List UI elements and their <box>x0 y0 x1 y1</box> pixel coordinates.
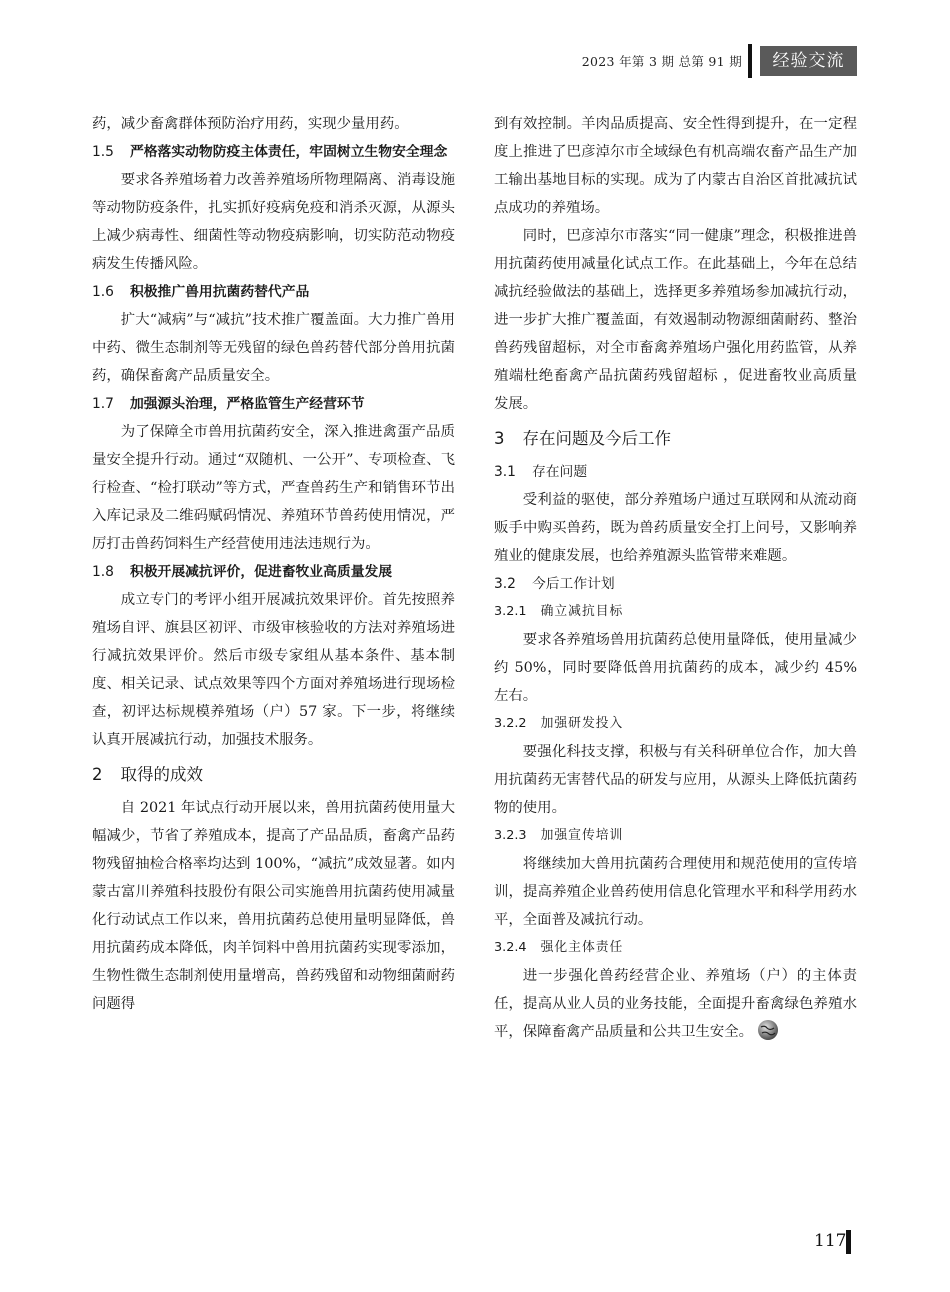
paragraph: 要求各养殖场着力改善养殖场所物理隔离、消毒设施等动物防疫条件，扎实抓好疫病免疫和消杀灭源，从源头上减少病毒性、细菌性等动物疫病影响，切实防范动物疫病发生传播风险。 <box>92 172 455 272</box>
page-header <box>0 44 950 78</box>
paragraph: 为了保障全市兽用抗菌药安全，深入推进禽蛋产品质量安全提升行动。通过“双随机、一公开”、专项检查、飞行检查、“检打联动”等方式，严查兽药生产和销售环节出入库记录及二维码赋码情况、养殖环节兽药使用情况，严厉打击兽药饲料生产经营使用违法违规行为。 <box>92 424 455 552</box>
header-divider <box>748 44 752 78</box>
paragraph: 受利益的驱使，部分养殖场户通过互联网和从流动商贩手中购买兽药，既为兽药质量安全打上问号，又影响养殖业的健康发展，也给养殖源头监管带来难题。 <box>494 492 857 564</box>
section-heading-1-5: 1.5 严格落实动物防疫主体责任，牢固树立生物安全理念 <box>92 144 448 160</box>
globe-icon <box>757 1019 779 1041</box>
paragraph: 扩大“减病”与“减抗”技术推广覆盖面。大力推广兽用中药、微生态制剂等无残留的绿色兽药替代部分兽用抗菌药，确保畜禽产品质量安全。 <box>92 312 455 384</box>
section-heading-1-8: 1.8 积极开展减抗评价，促进畜牧业高质量发展 <box>92 564 393 580</box>
paragraph: 成立专门的考评小组开展减抗效果评价。首先按照养殖场自评、旗县区初评、市级审核验收的方法对养殖场进行减抗效果评价。然后市级专家组从基本条件、基本制度、相关记录、试点效果等四个方面对养殖场进行现场检查，初评达标规模养殖场（户）57 家。下一步，将继续认真开展减抗行动，加强技术服务。 <box>92 592 455 748</box>
section-heading-3: 3 存在问题及今后工作 <box>494 429 671 448</box>
section-heading-1-7: 1.7 加强源头治理，严格监管生产经营环节 <box>92 396 365 412</box>
paragraph: 将继续加大兽用抗菌药合理使用和规范使用的宣传培训，提高养殖企业兽药使用信息化管理水平和科学用药水平，全面普及减抗行动。 <box>494 856 857 928</box>
page-number-bar <box>846 1230 851 1254</box>
page-number: 117 <box>814 1231 847 1251</box>
section-heading-1-6: 1.6 积极推广兽用抗菌药替代产品 <box>92 284 310 300</box>
section-heading-3-2-1: 3.2.1 确立减抗目标 <box>494 604 624 619</box>
left-column <box>92 110 455 1018</box>
section-heading-3-2-3: 3.2.3 加强宣传培训 <box>494 828 624 843</box>
right-column <box>494 110 857 1046</box>
section-heading-3-1: 3.1 存在问题 <box>494 464 588 480</box>
section-heading-2: 2 取得的成效 <box>92 765 203 784</box>
paragraph: 药，减少畜禽群体预防治疗用药，实现少量用药。 <box>92 116 409 132</box>
paragraph: 自 2021 年试点行动开展以来，兽用抗菌药使用量大幅减少，节省了养殖成本，提高了产品品质，畜禽产品药物残留抽检合格率均达到 100%，“减抗”成效显著。如内蒙古富川养殖科技股份有限公司实施兽用抗菌药使用减量化行动试点工作以来，兽用抗菌药总使用量明显降低，兽用抗菌药成本降低，肉羊饲料中兽用抗菌药实现零添加，生物性微生态制剂使用量增高，兽药残留和动物细菌耐药问题得 <box>92 800 455 1012</box>
section-heading-3-2-4: 3.2.4 强化主体责任 <box>494 940 624 955</box>
paragraph: 同时，巴彦淖尔市落实“同一健康”理念，积极推进兽用抗菌药使用减量化试点工作。在此基础上，今年在总结减抗经验做法的基础上，选择更多养殖场参加减抗行动，进一步扩大推广覆盖面，有效遏制动物源细菌耐药、整治兽药残留超标，对全市畜禽养殖场户强化用药监管，从养殖端杜绝畜禽产品抗菌药残留超标 ，促进畜牧业高质量发展。 <box>494 228 857 412</box>
section-label: 经验交流 <box>760 46 857 76</box>
section-heading-3-2: 3.2 今后工作计划 <box>494 576 615 592</box>
paragraph: 要求各养殖场兽用抗菌药总使用量降低，使用量减少约 50%，同时要降低兽用抗菌药的成本，减少约 45% 左右。 <box>494 632 857 704</box>
paragraph: 要强化科技支撑，积极与有关科研单位合作，加大兽用抗菌药无害替代品的研发与应用，从源头上降低抗菌药物的使用。 <box>494 744 857 816</box>
paragraph: 到有效控制。羊肉品质提高、安全性得到提升，在一定程度上推进了巴彦淖尔市全域绿色有机高端农畜产品生产加工输出基地目标的实现。成为了内蒙古自治区首批减抗试点成功的养殖场。 <box>494 116 857 216</box>
section-heading-3-2-2: 3.2.2 加强研发投入 <box>494 716 624 731</box>
paragraph-final: 进一步强化兽药经营企业、养殖场（户）的主体责任，提高从业人员的业务技能，全面提升畜禽绿色养殖水平，保障畜禽产品质量和公共卫生安全。 <box>494 968 857 1040</box>
issue-info: 2023 年第 3 期 总第 91 期 <box>581 54 742 69</box>
